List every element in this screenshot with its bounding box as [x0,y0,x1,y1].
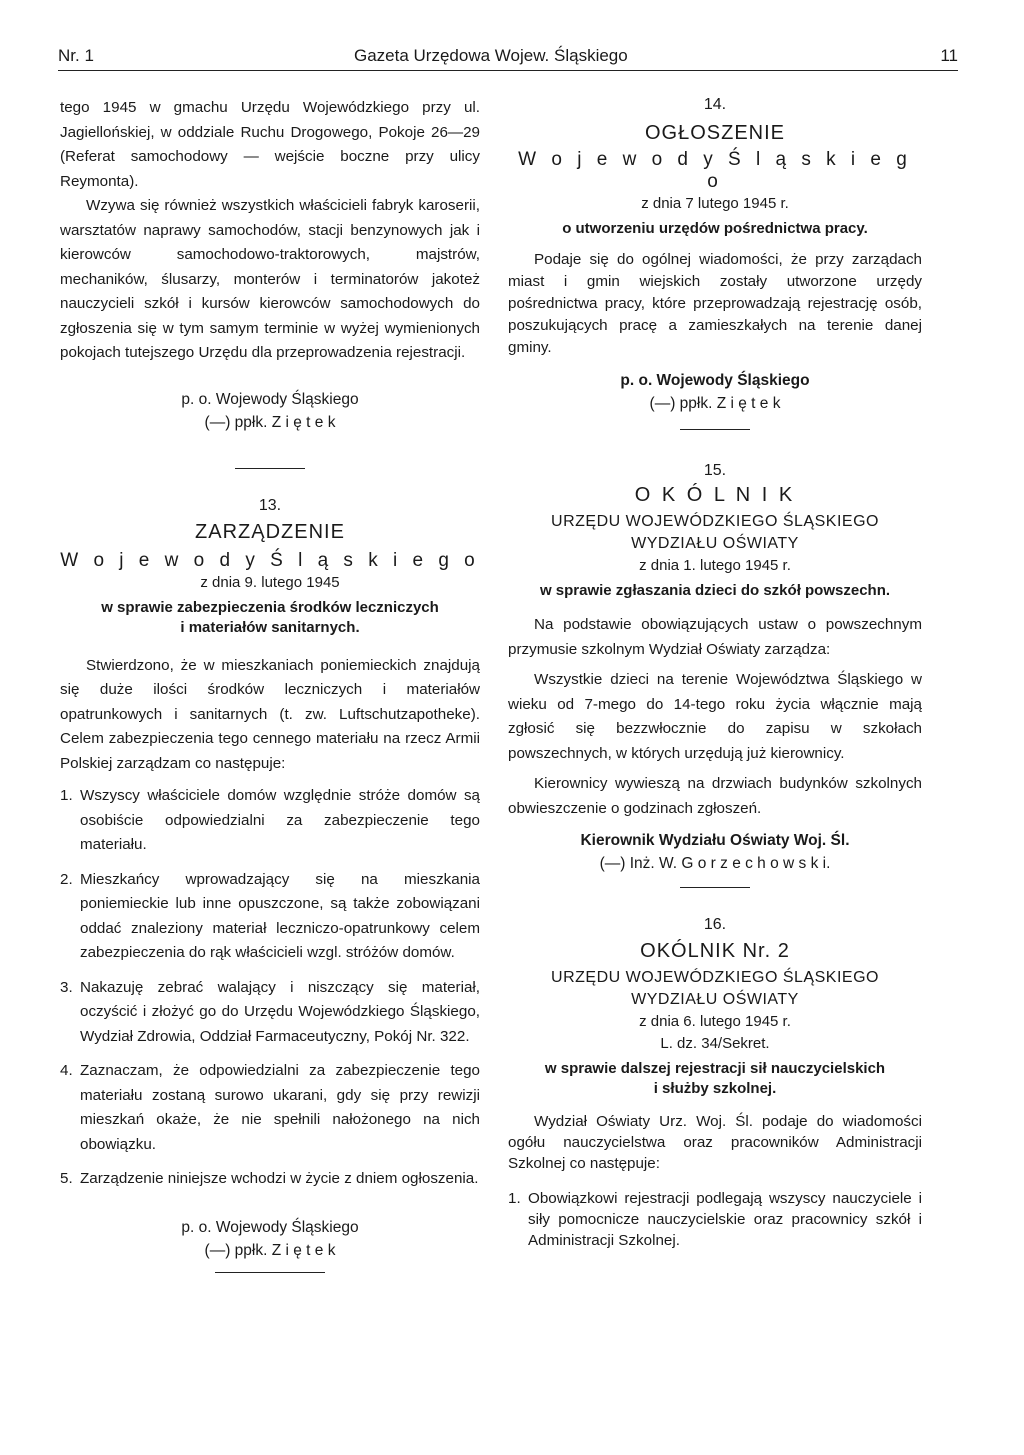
document-subject: w sprawie dalszej rejestracji sił nauczycielskich [544,1060,886,1077]
list-item: 5. Zarządzenie niniejsze wchodzi w życie z dniem ogłoszenia. [60,1170,479,1187]
document-issuer-cont: WYDZIAŁU OŚWIATY [631,535,799,552]
document-type: ZARZĄDZENIE [195,520,345,543]
document-body: Podaje się do ogólnej wiadomości, że przy zarządach miast i gmin wiejskich zostały utworzone urzędy pośrednictwa pracy, które przeprowadzają rejestrację osób, poszukujących pracę a zamieszkałych na terenie danej gminy. [508,251,922,356]
signature-title: p. o. Wojewody Śląskiego [181,1218,359,1236]
document-number: 15. [703,462,727,479]
document-type: OGŁOSZENIE [644,122,786,144]
signature-name: (—) ppłk. Z i ę t e k [204,413,336,431]
page-header [58,44,958,71]
document-date: z dnia 6. lutego 1945 r. [639,1013,791,1030]
signature-name: (—) ppłk. Z i ę t e k [204,1241,336,1259]
signature-name: (—) Inż. W. G o r z e c h o w s k i. [599,855,831,872]
list-item: 4. Zaznaczam, że odpowiedzialni za zabezpieczenie tego materiału zostaną surowo ukarani, gdy się przy rewizji mieszkań okaże, że nie spełnili nałożonego na nich obowiązku. [60,1062,480,1153]
page-number-label: Nr. 1 [58,46,94,65]
signature-title: Kierownik Wydziału Oświaty Woj. Śl. [580,832,850,849]
document-intro: Wydział Oświaty Urz. Woj. Śl. podaje do wiadomości ogółu nauczycielstwa oraz pracowników Administracji Szkolnej co następuje: [508,1113,922,1172]
list-item: 2. Mieszkańcy wprowadzający się na mieszkania poniemieckie lub inne opuszczone, są także zobowiązani oddać znaleziony materiał leczniczo-opatrunkowy celem zabezpieczenia do rąk właścicieli wzgl. stróżów domów. [60,870,480,961]
signature-name: (—) ppłk. Z i ę t e k [649,395,781,412]
document-issuer-cont: WYDZIAŁU OŚWIATY [631,991,799,1008]
document-date: z dnia 9. lutego 1945 [200,573,340,591]
document-issuer: W o j e w o d y Ś l ą s k i e g o [518,149,912,192]
document-paragraph: Kierownicy wywieszą na drzwiach budynków szkolnych obwieszczenie o godzinach zgłoszeń. [508,775,922,817]
signature-title: p. o. Wojewody Śląskiego [620,372,810,389]
document-issuer: W o j e w o d y Ś l ą s k i e g o [60,549,480,571]
document-number: 14. [703,96,727,113]
document-date: z dnia 7 lutego 1945 r. [641,195,789,212]
document-reference: L. dz. 34/Sekret. [660,1035,770,1052]
document-number: 16. [703,916,727,933]
document-subject-cont: i służby szkolnej. [653,1080,777,1097]
document-subject: w sprawie zabezpieczenia środków leczniczych [101,598,439,616]
left-column [60,96,480,1273]
signature-title: p. o. Wojewody Śląskiego [181,390,359,408]
document-paragraph: Wszystkie dzieci na terenie Województwa Śląskiego w wieku od 7-mego do 14-tego roku życia włącznie mają zgłosić się bezzwłocznie do zapisu w szkołach powszechnych, w których urzędują już kierownicy. [508,671,922,762]
document-subject: o utworzeniu urzędów pośrednictwa pracy. [562,220,868,237]
page-number: 11 [940,46,958,65]
section-divider [215,1272,325,1273]
document-number: 13. [258,496,282,514]
document-issuer: URZĘDU WOJEWÓDZKIEGO ŚLĄSKIEGO [551,513,879,530]
list-item: 3. Nakazuję zebrać walający i niszczący się materiał, oczyścić i złożyć go do Urzędu Wojewódzkiego Śląskiego, Wydział Zdrowia, Oddział Farmaceutyczny, Pokój Nr. 322. [60,978,480,1045]
continuation-paragraph: tego 1945 w gmachu Urzędu Wojewódzkiego przy ul. Jagiellońskiej, w oddziale Ruchu Drogowego, Pokoje 26—29 (Referat samochodowy — wejście boczne przy ulicy Reymonta). [60,99,480,190]
right-column [508,96,922,1261]
ordinance-items [60,784,480,1192]
document-intro: Stwierdzono, że w mieszkaniach poniemieckich znajdują się duże ilości środków leczniczych i materiałów opatrunkowych i sanitarnych (t. zw. Luftschutzapotheke). Celem zabezpieczenia tego cennego materiału na rzecz Armii Polskiej zarządzam co następuje: [60,656,480,772]
call-paragraph: Wzywa się również wszystkich właścicieli fabryk karoserii, warsztatów naprawy samochodów, stacji benzynowych jak i kierowców samochodowo-traktorowych, majstrów, mechaników, ślusarzy, monterów i terminatorów jakoteż nauczycieli szkół i kursów kierowców samochodowych do zgłoszenia się w tym samym terminie w wyżej wymienionych pokojach tutejszego Urzędu dla przeprowadzenia rejestracji. [60,197,480,361]
list-item: 1. Wszyscy właściciele domów względnie stróże domów są osobiście odpowiedzialni za zabezpieczenie tego materiału. [60,787,480,853]
document-paragraph: Na podstawie obowiązujących ustaw o powszechnym przymusie szkolnym Wydział Oświaty zarządza: [508,616,922,658]
gazette-title: Gazeta Urzędowa Wojew. Śląskiego [354,46,628,65]
document-subject: w sprawie zgłaszania dzieci do szkół powszechn. [539,582,891,599]
document-type: O K Ó L N I K [634,484,796,506]
document-type: OKÓLNIK Nr. 2 [640,940,790,962]
circular-items [508,1188,922,1251]
document-issuer: URZĘDU WOJEWÓDZKIEGO ŚLĄSKIEGO [551,969,879,986]
document-subject-cont: i materiałów sanitarnych. [180,618,360,636]
document-date: z dnia 1. lutego 1945 r. [639,557,791,574]
list-item: 1. Obowiązkowi rejestracji podlegają wszyscy nauczyciele i siły pomocnicze nauczycielskie oraz pracownicy szkół i Administracji Szkolnej. [508,1190,922,1249]
